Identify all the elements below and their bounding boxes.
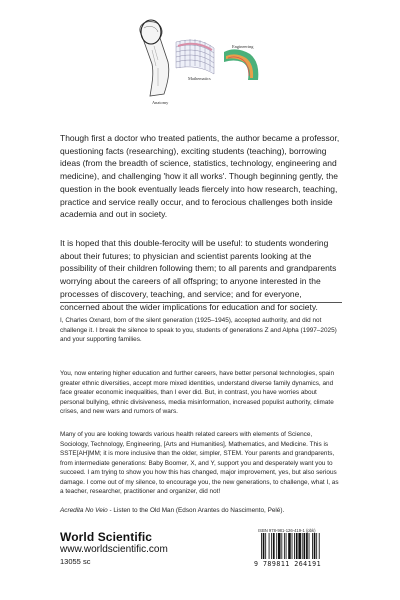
engineering-label: Engineering xyxy=(232,44,254,49)
quote-translation: - Listen to the Old Man (Edson Arantes do Nascimento, Pelé). xyxy=(107,507,285,514)
publisher-block xyxy=(60,530,220,567)
quote-portuguese: Acredita No Veio xyxy=(60,507,108,514)
author-paragraph-3: Many of you are looking towards various health related careers with elements of Science, Sociology, Technology, Engineering, [Arts and Humanities], Mathematics, and Medicine. This is SSTE[AH]MM; it is more inclusive than the older, simpler, STEM. Your parents and grandparents, from intermediate generations: Baby Boomer, X, and Y, support you and desperately want you to succeed. I am trying to show you how this has changed, major improvement, yes, but also serious damage. I come out of my silence, to encourage you, the new generations, to challenge, what I, as a teacher, researcher, practitioner and organizer, did not! xyxy=(60,431,339,496)
author-paragraph-1: I, Charles Oxnard, born of the silent generation (1925–1945), accepted authority, and did not challenge it. I break the silence to speak to you, students of generations Z and Alpha (1997–2025) and your supporting families. xyxy=(60,317,337,344)
section-divider xyxy=(60,302,342,303)
anatomy-engineering-figure xyxy=(128,16,278,108)
mathematics-label: Mathematics xyxy=(188,76,211,81)
publisher-url: www.worldscientific.com xyxy=(60,544,168,555)
blurb-paragraph-1: Though first a doctor who treated patients, the author became a professor, questioning facts (researching), exciting students (teaching), borrowing ideas (from the breadth of science, statistics, technology, engineering and medicine), and challenging 'how it all works'. Though beginning gently, the question in the book eventually leads fiercely into how research, teaching, practice and service really occur, and to ferocious challenges both inside academia and out in society. xyxy=(60,133,340,220)
barcode-number: 9 789811 264191 xyxy=(254,560,322,568)
isbn-label: ISBN 978-981-126-419-1 (pbk) xyxy=(258,528,316,533)
author-quote xyxy=(60,506,342,516)
author-paragraph-2: You, now entering higher education and further careers, have better personal technologies, spain greater ethnic diversities, accept more mixed identities, understand diverse family dynamics, and face greater economic inequalities, than I ever did. But, in contrast, you have worries about personal bullying, ethnic divisiveness, media misinformation, increased populist authority, climate crises, and new wars and rumors of wars. xyxy=(60,370,335,416)
blurb-paragraph-2: It is hoped that this double-ferocity will be useful: to students wondering about their futures; to physician and scientist parents looking at the possibility of their children following them; to all parents and grandparents worrying about the careers of all offspring; to anyone interested in the processes of discovery, teaching, and service; and for everyone, concerned about the wider implications for education and for society. xyxy=(60,238,337,312)
cover-illustration xyxy=(128,16,278,108)
catalog-code: 13055 sc xyxy=(60,557,91,566)
anatomy-label: Anatomy xyxy=(152,100,169,105)
isbn-barcode xyxy=(260,533,346,559)
publisher-name: World Scientific xyxy=(60,530,153,544)
